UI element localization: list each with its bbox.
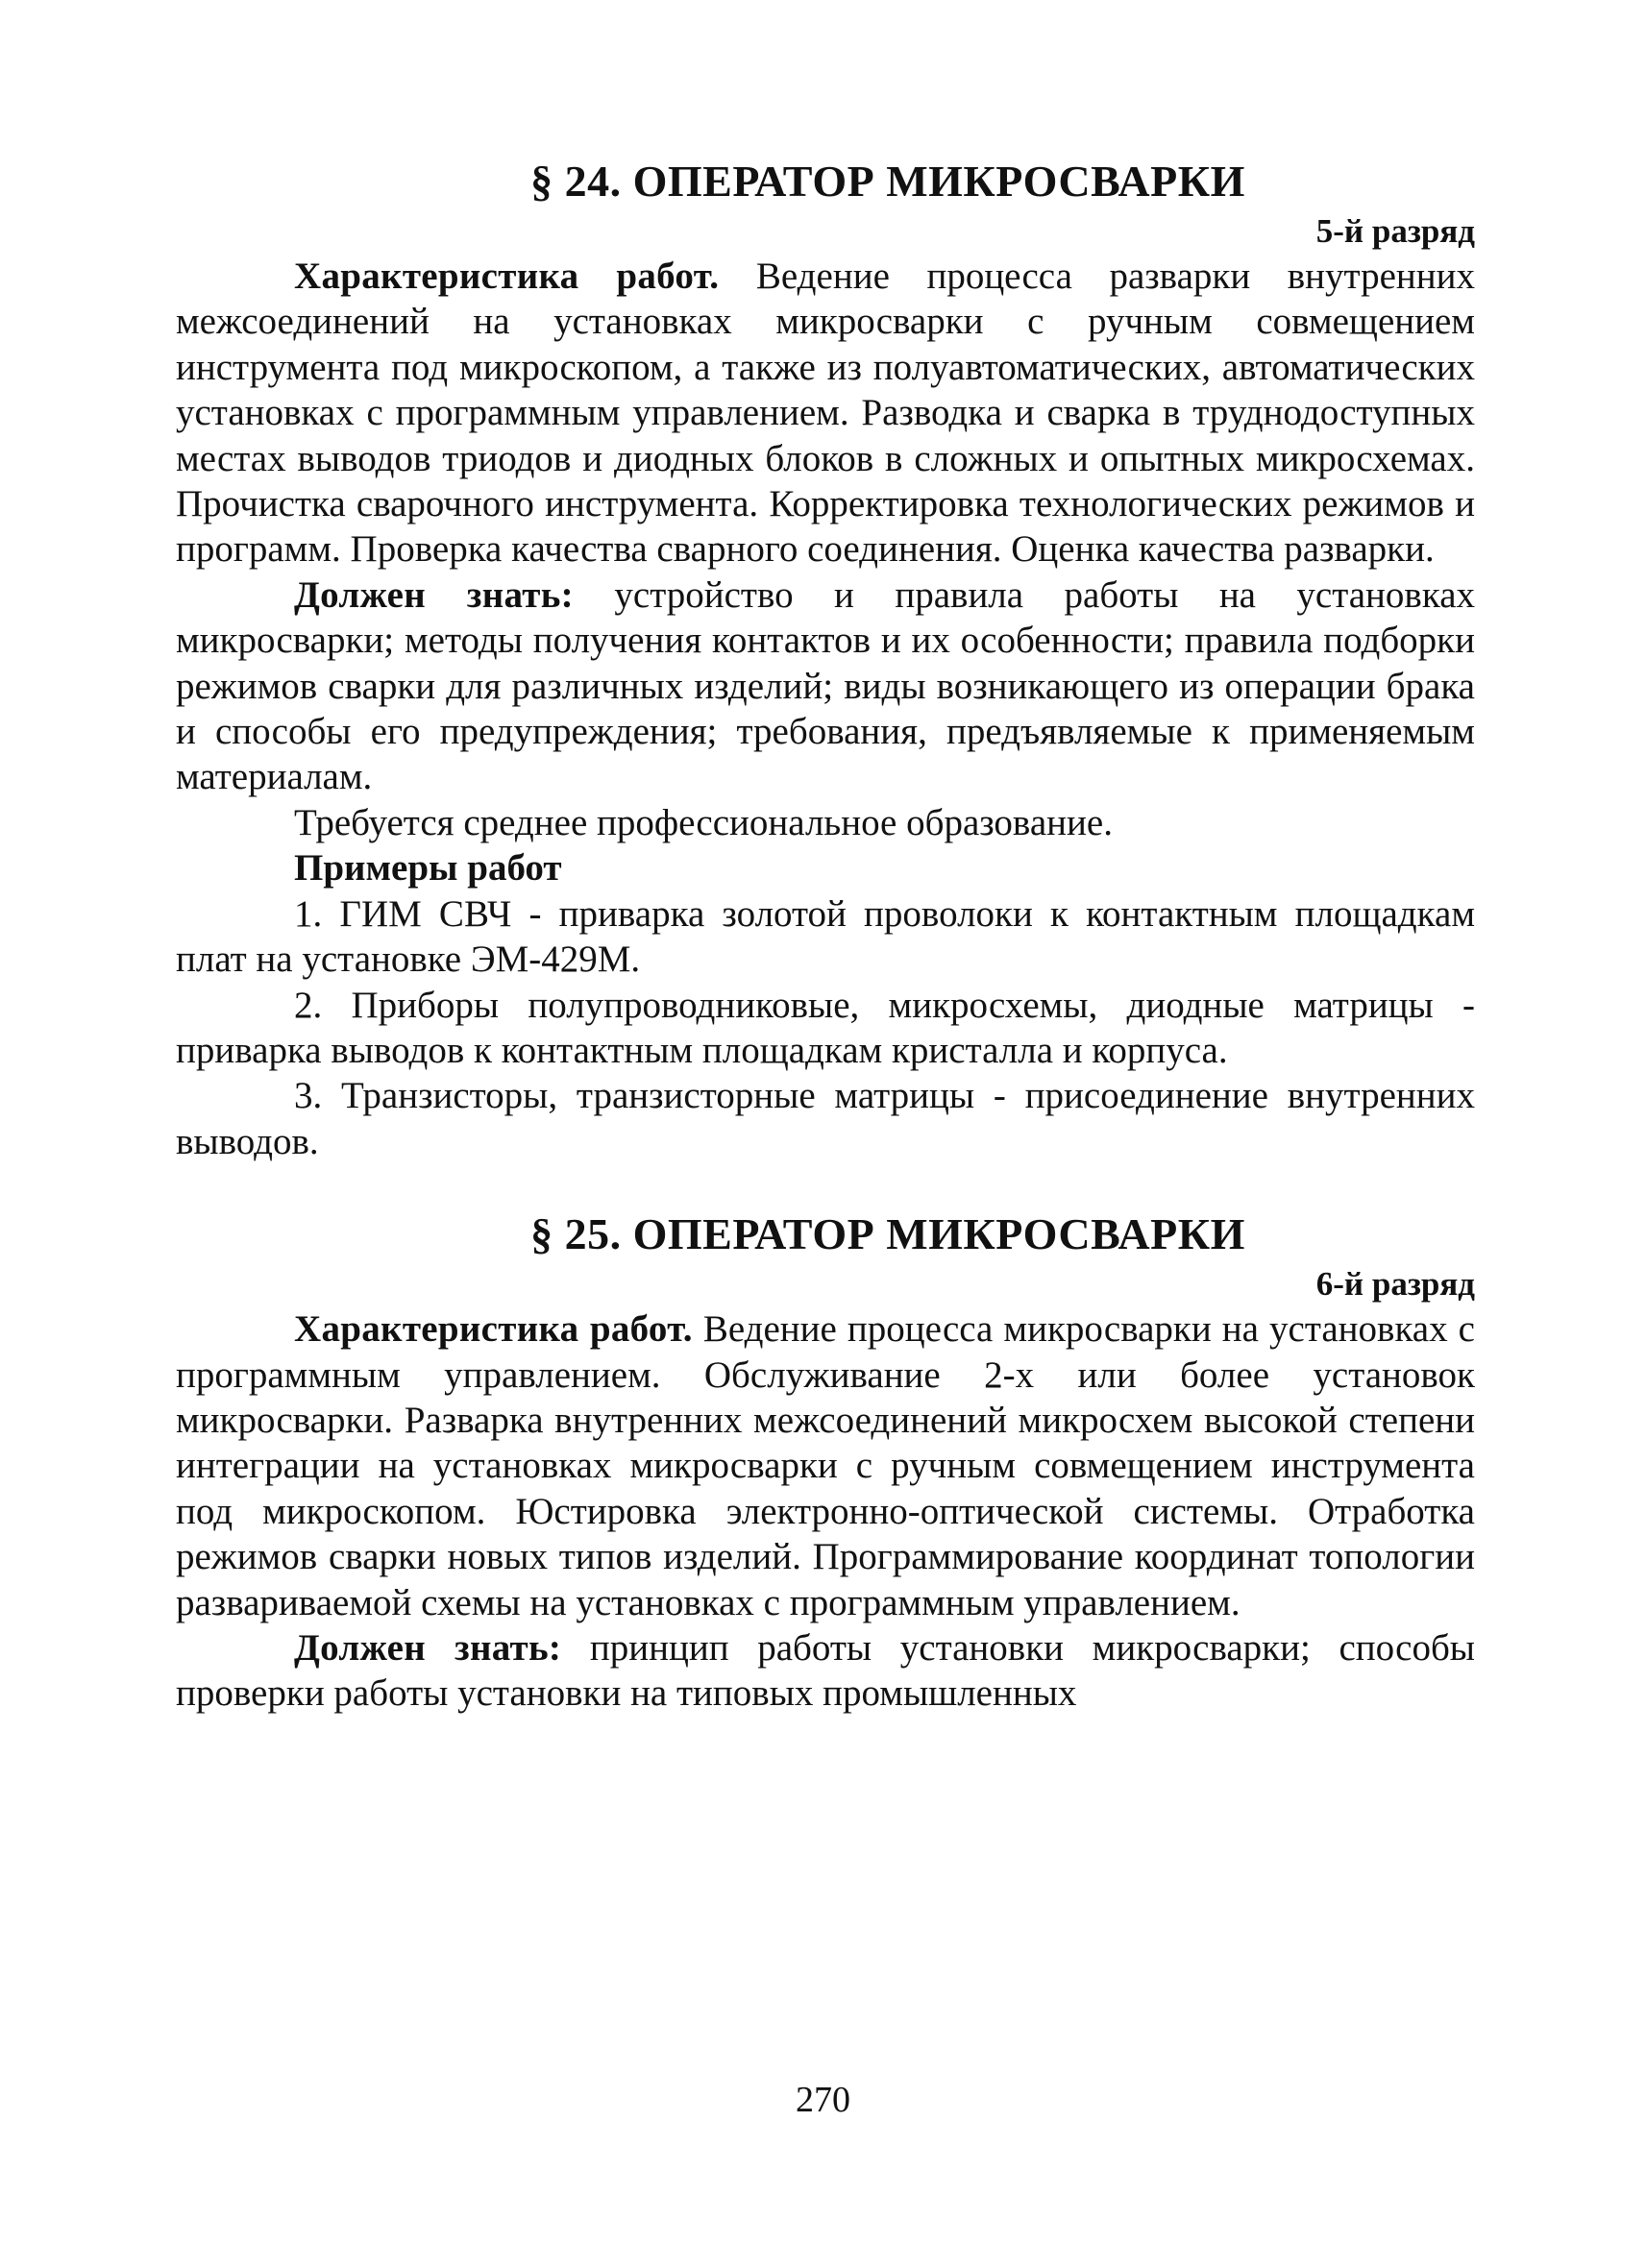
knowledge-paragraph [176,1625,1475,1717]
examples-heading: Примеры работ [294,847,562,890]
knowledge-text: устройство и правила работы на установках микросварки; методы получения контактов и их особенности; правила подборки режимов сварки для различных изделий; виды возникающего из операции брака и способы его предупреждения; требования, предъявляемые к применяемым материалам. [176,573,1476,798]
knowledge-paragraph [176,573,1475,800]
characteristic-paragraph [176,254,1475,573]
grade-label: 6-й разряд [1315,1265,1475,1304]
document-page [176,154,1475,1717]
characteristic-text: Ведение процесса микросварки на установках с программным управлением. Обслуживание 2-х или более установок микросварки. Разварка внутренних межсоединений микросхем высокой степени интеграции на установках микросварки с ручным совмещением инструмента под микроскопом. Юстировка электронно-оптической системы. Отработка режимов сварки новых типов изделий. Программирование координат топологии развариваемой схемы на установках с программным управлением. [176,1308,1475,1623]
section-title: § 25. ОПЕРАТОР МИКРОСВАРКИ [530,1209,1245,1259]
characteristic-label: Характеристика работ. [294,1308,693,1351]
knowledge-label: Должен знать: [294,573,574,616]
example-item: 2. Приборы полупроводниковые, микросхемы, диодные матрицы - приварка выводов к контактным площадкам кристалла и корпуса. [176,984,1475,1071]
knowledge-text: принцип работы установки микросварки; способы проверки работы установки на типовых промышленных [176,1626,1475,1715]
page-number: 270 [796,2080,850,2120]
section-gap [176,1164,1475,1207]
grade-label: 5-й разряд [1315,212,1475,250]
example-item: 3. Транзисторы, транзисторные матрицы - присоединение внутренних выводов. [176,1075,1475,1162]
education-paragraph: Требуется среднее профессиональное образование. [294,801,1113,843]
section-25 [176,1207,1475,1717]
example-item: 1. ГИМ СВЧ - приварка золотой проволоки к контактным площадкам плат на установке ЭМ-429М. [176,892,1475,981]
section-title: § 24. ОПЕРАТОР МИКРОСВАРКИ [530,157,1245,206]
characteristic-text: Ведение процесса разварки внутренних межсоединений на установках микросварки с ручным совмещением инструмента под микроскопом, а также из полуавтоматических, автоматических установках с программным управлением. Разводка и сварка в труднодоступных местах выводов триодов и диодных блоков в сложных и опытных микросхемах. Прочистка сварочного инструмента. Корректировка технологических режимов и программ. Проверка качества сварного соединения. Оценка качества разварки. [176,256,1475,571]
characteristic-paragraph [176,1306,1475,1625]
section-24 [176,154,1475,1164]
knowledge-label: Должен знать: [294,1626,562,1669]
characteristic-label: Характеристика работ. [294,256,720,297]
